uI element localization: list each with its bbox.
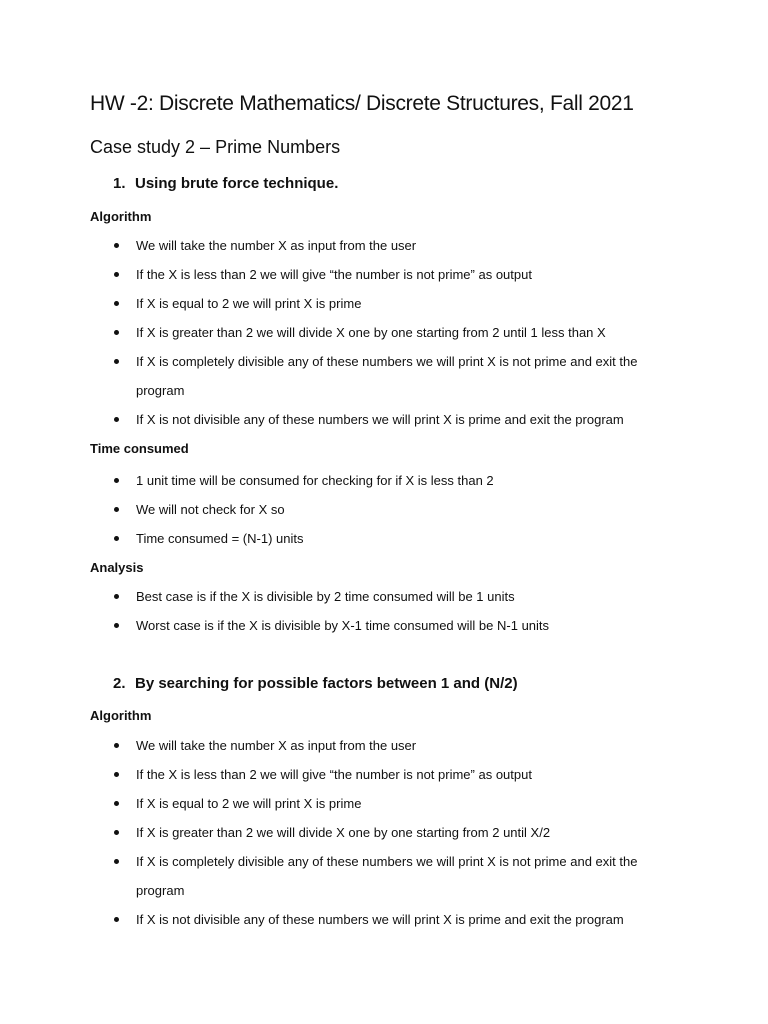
bullet-icon	[114, 272, 119, 277]
list-item: If X is not divisible any of these numbers we will print X is prime and exit the program	[0, 905, 768, 934]
bullet-icon	[114, 507, 119, 512]
section-2-algorithm-label: Algorithm	[90, 708, 152, 723]
bullet-icon	[114, 243, 119, 248]
list-item: If X is not divisible any of these numbers we will print X is prime and exit the program	[0, 405, 768, 434]
document-title: HW -2: Discrete Mathematics/ Discrete Structures, Fall 2021	[90, 92, 634, 115]
bullet-icon	[114, 772, 119, 777]
section-1-title: Using brute force technique.	[135, 175, 339, 192]
bullet-icon	[114, 859, 119, 864]
section-2-heading	[113, 675, 518, 692]
bullet-icon	[114, 830, 119, 835]
section-1-algorithm-list	[0, 231, 768, 434]
list-item: Time consumed = (N-1) units	[0, 524, 768, 553]
bullet-icon	[114, 743, 119, 748]
bullet-icon	[114, 801, 119, 806]
section-1-heading	[113, 175, 338, 192]
bullet-icon	[114, 330, 119, 335]
section-1-time-list	[0, 466, 768, 553]
list-item: Best case is if the X is divisible by 2 time consumed will be 1 units	[0, 582, 768, 611]
list-item: We will take the number X as input from the user	[0, 731, 768, 760]
section-1-analysis-label: Analysis	[90, 560, 144, 575]
bullet-icon	[114, 359, 119, 364]
section-1-algorithm-label: Algorithm	[90, 209, 152, 224]
list-item: We will take the number X as input from the user	[0, 231, 768, 260]
list-item: If X is completely divisible any of these numbers we will print X is not prime and exit the program	[0, 347, 768, 405]
bullet-icon	[114, 623, 119, 628]
list-item: If X is equal to 2 we will print X is prime	[0, 289, 768, 318]
bullet-icon	[114, 417, 119, 422]
bullet-icon	[114, 536, 119, 541]
section-1-time-label: Time consumed	[90, 441, 189, 456]
list-item: Worst case is if the X is divisible by X-1 time consumed will be N-1 units	[0, 611, 768, 640]
section-1-number: 1.	[113, 175, 126, 192]
list-item: 1 unit time will be consumed for checking for if X is less than 2	[0, 466, 768, 495]
section-2-algorithm-list	[0, 731, 768, 934]
case-study-subtitle: Case study 2 – Prime Numbers	[90, 137, 341, 157]
section-2-number: 2.	[113, 675, 126, 692]
list-item: If X is greater than 2 we will divide X one by one starting from 2 until 1 less than X	[0, 318, 768, 347]
section-1-analysis-list	[0, 582, 768, 640]
list-item: If the X is less than 2 we will give “the number is not prime” as output	[0, 760, 768, 789]
list-item: If the X is less than 2 we will give “the number is not prime” as output	[0, 260, 768, 289]
bullet-icon	[114, 594, 119, 599]
bullet-icon	[114, 478, 119, 483]
list-item: We will not check for X so	[0, 495, 768, 524]
list-item: If X is completely divisible any of these numbers we will print X is not prime and exit the program	[0, 847, 768, 905]
list-item: If X is greater than 2 we will divide X one by one starting from 2 until X/2	[0, 818, 768, 847]
bullet-icon	[114, 917, 119, 922]
list-item: If X is equal to 2 we will print X is prime	[0, 789, 768, 818]
section-2-title: By searching for possible factors between 1 and (N/2)	[135, 675, 518, 692]
bullet-icon	[114, 301, 119, 306]
